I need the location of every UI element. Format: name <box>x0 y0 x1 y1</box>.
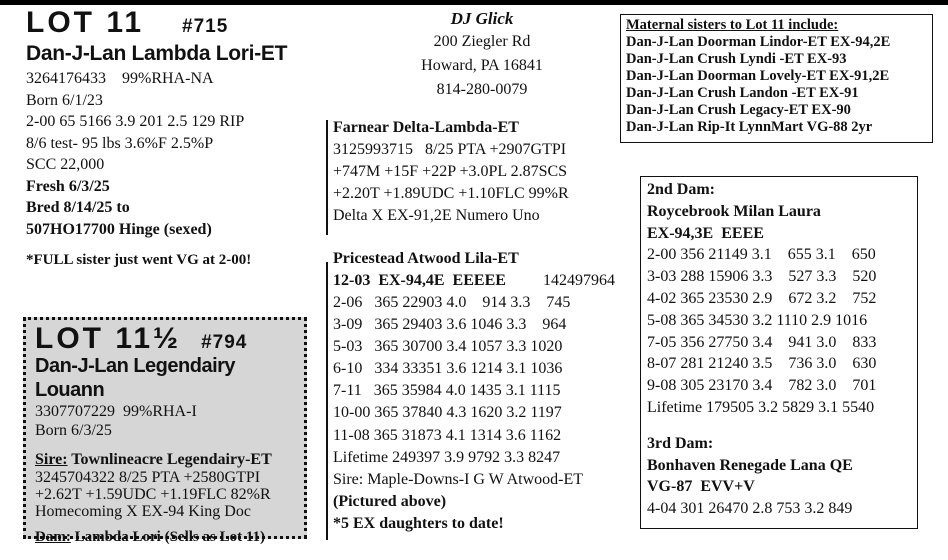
lot-11-section <box>26 8 287 272</box>
lot-11-half-sire <box>35 450 304 469</box>
lot-11-half-sire-line: 3245704322 8/25 PTA +2580GTPI <box>35 469 261 486</box>
dam-section <box>333 248 633 535</box>
dam-ex-daughters-note: *5 EX daughters to date! <box>333 514 504 532</box>
maternal-sister-item: Dan-J-Lan Doorman Lindor-ET EX-94,2E <box>626 33 891 50</box>
maternal-sister-item: Dan-J-Lan Doorman Lovely-ET EX-91,2E <box>626 67 890 84</box>
dam-classification-row <box>333 270 633 292</box>
consignor-block <box>382 8 582 102</box>
third-dam-label: 3rd Dam: <box>647 434 714 452</box>
dam-record-row: 10-00 365 37840 4.3 1620 3.2 1197 <box>333 404 562 422</box>
lot-11-service-sire: 507HO17700 Hinge (sexed) <box>26 220 212 238</box>
second-dam-record-row: 2-00 356 21149 3.1 655 3.1 650 <box>647 246 876 264</box>
maternal-sister-item: Dan-J-Lan Crush Legacy-ET EX-90 <box>626 101 851 118</box>
maternal-sisters-box <box>620 14 933 143</box>
dam-record-row: 5-03 365 30700 3.4 1057 3.3 1020 <box>333 338 563 356</box>
lot-11-born: Born 6/1/23 <box>26 91 103 109</box>
lot-11-half-registration: 3307707229 99%RHA-I <box>35 403 197 420</box>
dam-label: Dam: <box>35 529 71 545</box>
sire-name: Townlineacre Legendairy-ET <box>67 451 272 468</box>
sire-name: Farnear Delta-Lambda-ET <box>333 119 519 136</box>
second-dam-record-row: 3-03 288 15906 3.3 527 3.3 520 <box>647 268 877 286</box>
lot-11-scc-line: SCC 22,000 <box>26 156 105 173</box>
ancestry-box <box>640 176 918 529</box>
lot-11-half-dam <box>35 528 304 547</box>
consignor-address-line-2: Howard, PA 16841 <box>421 57 543 74</box>
dam-record-row: 6-10 334 33351 3.6 1214 3.1 1036 <box>333 360 563 378</box>
sire-data-line: +2.20T +1.89UDC +1.10FLC 99%R <box>333 185 569 203</box>
second-dam-record-row: 7-05 356 27750 3.4 941 3.0 833 <box>647 333 877 351</box>
dam-record-row: 7-11 365 35984 4.0 1435 3.1 1115 <box>333 382 561 400</box>
dam-lifetime-row: Lifetime 249397 3.9 9792 3.3 8247 <box>333 448 561 466</box>
consignor-address-line-1: 200 Ziegler Rd <box>433 33 531 50</box>
pedigree-divider-top <box>326 120 328 235</box>
third-dam-name: Bonhaven Renegade Lana QE <box>647 456 853 474</box>
second-dam-classification: EX-94,3E EEEE <box>647 224 764 242</box>
maternal-sister-item: Dan-J-Lan Crush Lyndi -ET EX-93 <box>626 50 847 67</box>
second-dam-name: Roycebrook Milan Laura <box>647 202 821 220</box>
dam-record-row: 2-06 365 22903 4.0 914 3.3 745 <box>333 294 571 311</box>
lot-11-half-animal-name: Dan-J-Lan Legendairy Louann <box>35 355 236 401</box>
lot-11-half-sire-line: Homecoming X EX-94 King Doc <box>35 503 251 520</box>
maternal-sister-item: Dan-J-Lan Rip-It LynnMart VG-88 2yr <box>626 118 873 135</box>
lot-11-half-title: LOT 11½ <box>35 322 182 355</box>
second-dam-record-row: 5-08 365 34530 3.2 1110 2.9 1016 <box>647 311 868 329</box>
second-dam-record-row: 4-02 365 23530 2.9 672 3.2 752 <box>647 289 877 307</box>
second-dam-record-row: 9-08 305 23170 3.4 782 3.0 701 <box>647 377 877 395</box>
lot-11-title: LOT 11 <box>26 6 145 39</box>
lot-11-half-sire-line: +2.62T +1.59UDC +1.19FLC 82%R <box>35 486 271 503</box>
pedigree-divider-bottom <box>326 262 328 540</box>
dam-text: Lambda Lori (Sells as Lot 11) <box>70 529 266 545</box>
third-dam-record: 4-04 301 26470 2.8 753 3.2 849 <box>647 500 853 518</box>
third-dam-classification: VG-87 EVV+V <box>647 478 755 496</box>
lot-11-bred: Bred 8/14/25 to <box>26 199 130 216</box>
lot-11-animal-name: Dan-J-Lan Lambda Lori-ET <box>26 42 288 65</box>
second-dam-label: 2nd Dam: <box>647 181 716 198</box>
dam-record-row: 11-08 365 31873 4.1 1314 3.6 1162 <box>333 426 562 444</box>
lot-11-fresh: Fresh 6/3/25 <box>26 177 110 195</box>
second-dam-record-row: 8-07 281 21240 3.5 736 3.0 630 <box>647 355 877 373</box>
dam-registration: 142497964 <box>543 272 615 289</box>
maternal-sister-item: Dan-J-Lan Crush Landon -ET EX-91 <box>626 84 859 101</box>
sire-data-line: +747M +15F +22P +3.0PL 2.87SCS <box>333 163 568 181</box>
dam-pictured-note: (Pictured above) <box>333 492 447 510</box>
sire-data-line: 3125993715 8/25 PTA +2907GTPI <box>333 141 567 158</box>
lot-11-test-line: 8/6 test- 95 lbs 3.6%F 2.5%P <box>26 134 214 152</box>
lot-11-number: #715 <box>182 16 229 37</box>
lot-11-record-line: 2-00 65 5166 3.9 201 2.5 129 RIP <box>26 113 245 130</box>
lot-11-half-born: Born 6/3/25 <box>35 422 112 439</box>
second-dam-lifetime-row: Lifetime 179505 3.2 5829 3.1 5540 <box>647 398 875 416</box>
sire-data-line: Delta X EX-91,2E Numero Uno <box>333 207 540 225</box>
dam-name: Pricestead Atwood Lila-ET <box>333 250 519 267</box>
sire-label: Sire: <box>35 451 68 468</box>
lot-11-registration: 3264176433 99%RHA-NA <box>26 70 214 87</box>
sire-section <box>333 117 569 227</box>
top-rule <box>0 0 948 5</box>
dam-sire-line: Sire: Maple-Downs-I G W Atwood-ET <box>333 470 584 488</box>
consignor-name: DJ Glick <box>450 9 514 28</box>
maternal-sisters-heading: Maternal sisters to Lot 11 include: <box>626 17 839 33</box>
consignor-phone: 814-280-0079 <box>436 81 528 98</box>
lot-11-half-box <box>23 317 307 545</box>
lot-11-half-number: #794 <box>201 332 248 353</box>
lot-11-note: *FULL sister just went VG at 2-00! <box>26 252 252 268</box>
dam-record-row: 3-09 365 29403 3.6 1046 3.3 964 <box>333 316 567 334</box>
dam-classification: 12-03 EX-94,4E EEEEE <box>333 272 506 289</box>
